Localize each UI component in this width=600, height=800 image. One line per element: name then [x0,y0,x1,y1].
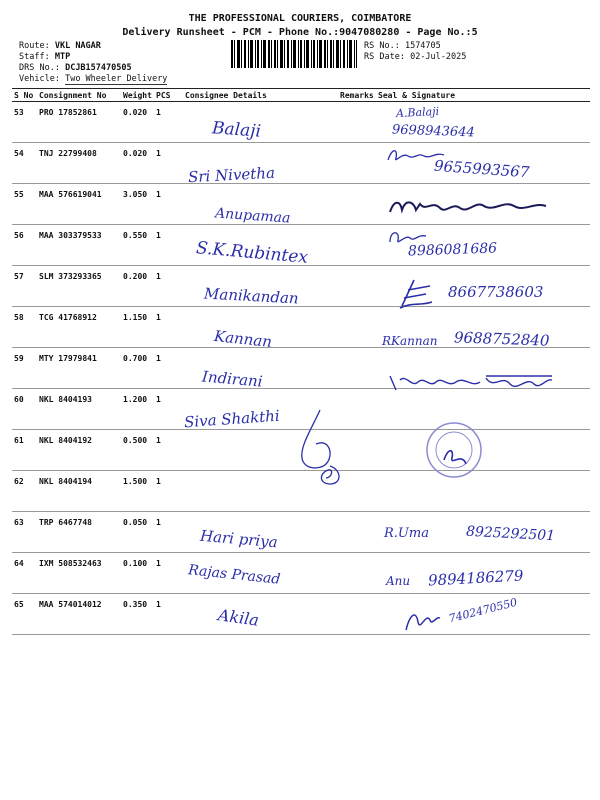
runsheet-subtitle: Delivery Runsheet - PCM - Phone No.:9047080280 - Page No.:5 [122,27,478,38]
col-header-sno: S No [12,89,37,102]
seal-stamp-icon [424,418,484,482]
col-header-remarks: Remarks [338,89,376,102]
staff-value: MTP [54,52,71,62]
remarks-cell [338,594,376,635]
consignment-cell: NKL 8404192 [37,430,121,471]
handwritten-consignee: Rajas Prasad [187,562,282,588]
remarks-cell [338,143,376,184]
runsheet-meta-left [19,41,167,85]
handwritten-signature: 7402470550 [447,595,519,626]
pcs-cell: 1 [154,184,183,225]
route-label: Route: [19,41,50,51]
pcs-cell: 1 [154,430,183,471]
handwritten-signature: 8986081686 [407,240,498,260]
weight-cell: 0.050 [121,512,154,553]
consignment-cell: TCG 41768912 [37,307,121,348]
staff-label: Staff: [19,52,50,62]
sno-cell: 56 [12,225,37,266]
table-body [12,102,590,635]
pcs-cell: 1 [154,348,183,389]
col-header-consignee: Consignee Details [183,89,338,102]
handwritten-consignee: Anupamaa [214,205,291,227]
consignment-cell: IXM 508532463 [37,553,121,594]
sno-cell: 53 [12,102,37,143]
consignment-cell: MAA 574014012 [37,594,121,635]
sno-cell: 57 [12,266,37,307]
table-header-row [12,89,590,102]
handwritten-signature: 8667738603 [448,283,544,301]
signature-scribble [402,606,442,634]
sno-cell: 58 [12,307,37,348]
sno-cell: 63 [12,512,37,553]
consignment-cell: TNJ 22799408 [37,143,121,184]
handwritten-consignee: Siva Shakthi [183,406,281,432]
remarks-cell [338,348,376,389]
rs-no-value: 1574705 [404,41,441,51]
pcs-cell: 1 [154,143,183,184]
handwritten-consignee: Akila [216,605,261,630]
handwritten-signature: Anu [386,574,411,588]
rs-date-label: RS Date: [364,52,405,62]
weight-cell: 0.100 [121,553,154,594]
weight-cell: 1.150 [121,307,154,348]
sno-cell: 59 [12,348,37,389]
handwritten-signature: R.Uma [384,526,429,541]
handwritten-consignee: Indirani [201,367,264,391]
handwritten-consignee: S.K.Rubintex [195,238,309,268]
handwritten-signature: 9655993567 [433,156,530,182]
signature-scribble [386,370,556,396]
remarks-cell [338,184,376,225]
pcs-cell: 1 [154,594,183,635]
table-row [12,102,590,143]
handwritten-consignee: Hari priya [199,526,279,552]
barcode [231,40,357,68]
sno-cell: 55 [12,184,37,225]
consignment-cell: MAA 303379533 [37,225,121,266]
company-title: THE PROFESSIONAL COURIERS, COIMBATORE [188,13,412,24]
drs-value: DCJB157470505 [65,63,132,73]
consignment-cell: MTY 17979841 [37,348,121,389]
sno-cell: 62 [12,471,37,512]
pcs-cell: 1 [154,307,183,348]
signature-scribble [396,276,436,312]
weight-cell: 3.050 [121,184,154,225]
weight-cell: 0.200 [121,266,154,307]
handwritten-signature: A.Balaji [395,104,440,121]
handwritten-consignee: Manikandan [203,284,300,308]
handwritten-signature: 9894186279 [427,566,524,590]
col-header-weight: Weight [121,89,154,102]
remarks-cell [338,553,376,594]
consignment-cell: NKL 8404193 [37,389,121,430]
sno-cell: 64 [12,553,37,594]
consignment-cell: NKL 8404194 [37,471,121,512]
handwritten-consignee: Sri Nivetha [187,163,276,187]
weight-cell: 0.500 [121,430,154,471]
col-header-pcs: PCS [154,89,183,102]
remarks-cell [338,266,376,307]
consignment-cell: PRO 17852861 [37,102,121,143]
col-header-consignment: Consignment No [37,89,121,102]
weight-cell: 0.020 [121,102,154,143]
sno-cell: 54 [12,143,37,184]
rs-date-value: 02-Jul-2025 [410,52,467,62]
sno-cell: 65 [12,594,37,635]
handwritten-consignee: Kannan [213,327,273,351]
pcs-cell: 1 [154,471,183,512]
weight-cell: 0.550 [121,225,154,266]
handwritten-signature: RKannan [382,334,438,348]
pcs-cell: 1 [154,266,183,307]
pcs-cell: 1 [154,389,183,430]
weight-cell: 1.200 [121,389,154,430]
weight-cell: 1.500 [121,471,154,512]
handwritten-signature: 8925292501 [465,523,556,545]
remarks-cell [338,512,376,553]
pcs-cell: 1 [154,102,183,143]
signature-scribble [386,194,556,222]
consignment-cell: SLM 373293365 [37,266,121,307]
drs-label: DRS No.: [19,63,60,73]
weight-cell: 0.020 [121,143,154,184]
pcs-cell: 1 [154,225,183,266]
remarks-cell [338,225,376,266]
handwritten-signature: 9688752840 [453,328,550,350]
rs-no-label: RS No.: [364,41,400,51]
route-value: VKL NAGAR [54,41,101,51]
pcs-cell: 1 [154,512,183,553]
handwritten-signature: 9698943644 [391,122,475,141]
sno-cell: 61 [12,430,37,471]
consignment-cell: MAA 576619041 [37,184,121,225]
runsheet-meta-right [364,41,466,63]
vehicle-value: Two Wheeler Delivery [65,74,168,84]
handwritten-consignee: Balaji [211,118,262,142]
consignee-cell [183,594,338,635]
handwritten-flourish [290,408,350,488]
weight-cell: 0.700 [121,348,154,389]
sno-cell: 60 [12,389,37,430]
remarks-cell [338,307,376,348]
col-header-signature: Seal & Signature [376,89,590,102]
remarks-cell [338,102,376,143]
weight-cell: 0.350 [121,594,154,635]
vehicle-label: Vehicle: [19,74,60,84]
consignment-cell: TRP 6467748 [37,512,121,553]
pcs-cell: 1 [154,553,183,594]
